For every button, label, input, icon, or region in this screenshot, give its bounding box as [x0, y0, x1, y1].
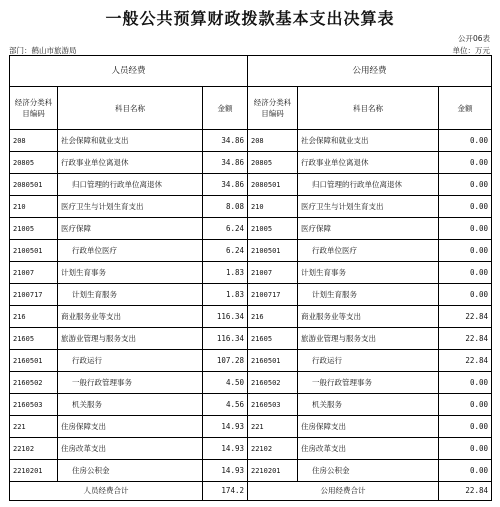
public-name-cell: 一般行政管理事务	[298, 372, 439, 394]
public-name-cell: 行政事业单位离退休	[298, 152, 439, 174]
personnel-amount-cell: 8.08	[203, 196, 248, 218]
public-amount-cell: 0.00	[439, 174, 492, 196]
unit-label: 单位：万元	[452, 46, 490, 55]
public-code-cell: 2160501	[248, 350, 298, 372]
personnel-amount-cell: 107.28	[203, 350, 248, 372]
personnel-name-cell: 计划生育服务	[58, 284, 203, 306]
public-amount-cell: 22.84	[439, 306, 492, 328]
public-name-cell: 计划生育事务	[298, 262, 439, 284]
public-name-cell: 行政单位医疗	[298, 240, 439, 262]
public-code-header: 经济分类科目编码	[248, 87, 298, 130]
public-amount-cell: 0.00	[439, 438, 492, 460]
personnel-code-cell: 216	[10, 306, 58, 328]
public-code-cell: 21605	[248, 328, 298, 350]
personnel-amount-cell: 116.34	[203, 328, 248, 350]
form-number: 公开06表	[457, 34, 490, 43]
public-code-cell: 21005	[248, 218, 298, 240]
public-amount-cell: 0.00	[439, 218, 492, 240]
personnel-amount-cell: 6.24	[203, 240, 248, 262]
public-name-header: 科目名称	[298, 87, 439, 130]
public-code-cell: 21007	[248, 262, 298, 284]
personnel-amount-cell: 14.93	[203, 438, 248, 460]
table-row	[10, 174, 492, 196]
public-total-amount: 22.84	[439, 482, 492, 501]
personnel-amount-cell: 116.34	[203, 306, 248, 328]
public-name-cell: 住房保障支出	[298, 416, 439, 438]
table-row	[10, 262, 492, 284]
table-row	[10, 218, 492, 240]
personnel-code-cell: 2210201	[10, 460, 58, 482]
public-name-cell: 住房改革支出	[298, 438, 439, 460]
personnel-name-cell: 医疗卫生与计划生育支出	[58, 196, 203, 218]
public-name-cell: 住房公积金	[298, 460, 439, 482]
public-code-cell: 2210201	[248, 460, 298, 482]
public-code-cell: 2160502	[248, 372, 298, 394]
public-code-cell: 2160503	[248, 394, 298, 416]
document-title: 一般公共预算财政拨款基本支出决算表	[105, 9, 395, 28]
personnel-total-amount: 174.2	[203, 482, 248, 501]
personnel-code-cell: 208	[10, 130, 58, 152]
personnel-name-cell: 归口管理的行政单位离退休	[58, 174, 203, 196]
table-row	[10, 152, 492, 174]
personnel-name-cell: 住房保障支出	[58, 416, 203, 438]
public-name-cell: 行政运行	[298, 350, 439, 372]
personnel-name-cell: 医疗保障	[58, 218, 203, 240]
public-amount-cell: 0.00	[439, 152, 492, 174]
public-amount-cell: 0.00	[439, 394, 492, 416]
personnel-name-cell: 商业服务业等支出	[58, 306, 203, 328]
public-code-cell: 210	[248, 196, 298, 218]
table-row	[10, 328, 492, 350]
personnel-name-cell: 行政事业单位离退休	[58, 152, 203, 174]
public-amount-cell: 0.00	[439, 416, 492, 438]
personnel-name-cell: 住房改革支出	[58, 438, 203, 460]
public-name-cell: 旅游业管理与服务支出	[298, 328, 439, 350]
column-header-row	[10, 87, 492, 130]
public-amount-cell: 0.00	[439, 460, 492, 482]
public-code-cell: 2100717	[248, 284, 298, 306]
public-code-cell: 221	[248, 416, 298, 438]
public-amount-cell: 22.84	[439, 350, 492, 372]
personnel-name-cell: 行政运行	[58, 350, 203, 372]
table-row	[10, 196, 492, 218]
personnel-code-cell: 2080501	[10, 174, 58, 196]
personnel-amount-cell: 6.24	[203, 218, 248, 240]
personnel-code-cell: 2160502	[10, 372, 58, 394]
expenditure-table	[9, 55, 492, 501]
public-amount-cell: 0.00	[439, 372, 492, 394]
table-row	[10, 284, 492, 306]
public-name-cell: 机关服务	[298, 394, 439, 416]
personnel-amount-cell: 4.50	[203, 372, 248, 394]
table-row	[10, 372, 492, 394]
public-code-cell: 22102	[248, 438, 298, 460]
personnel-code-cell: 2160503	[10, 394, 58, 416]
public-amount-cell: 0.00	[439, 240, 492, 262]
table-row	[10, 394, 492, 416]
public-amount-cell: 0.00	[439, 130, 492, 152]
table-row	[10, 350, 492, 372]
personnel-name-cell: 社会保障和就业支出	[58, 130, 203, 152]
personnel-code-cell: 21605	[10, 328, 58, 350]
public-amount-cell: 22.84	[439, 328, 492, 350]
personnel-amount-cell: 1.83	[203, 284, 248, 306]
public-name-cell: 归口管理的行政单位离退休	[298, 174, 439, 196]
personnel-section-title: 人员经费	[10, 56, 248, 87]
personnel-name-header: 科目名称	[58, 87, 203, 130]
personnel-name-cell: 行政单位医疗	[58, 240, 203, 262]
personnel-amount-cell: 1.83	[203, 262, 248, 284]
table-row	[10, 416, 492, 438]
public-code-cell: 216	[248, 306, 298, 328]
personnel-amount-header: 金额	[203, 87, 248, 130]
public-code-cell: 2080501	[248, 174, 298, 196]
personnel-code-cell: 21007	[10, 262, 58, 284]
personnel-code-cell: 2100501	[10, 240, 58, 262]
public-amount-header: 金额	[439, 87, 492, 130]
personnel-code-cell: 221	[10, 416, 58, 438]
table-row	[10, 460, 492, 482]
public-code-cell: 2100501	[248, 240, 298, 262]
personnel-amount-cell: 34.86	[203, 130, 248, 152]
personnel-amount-cell: 34.86	[203, 174, 248, 196]
public-name-cell: 医疗保障	[298, 218, 439, 240]
personnel-code-cell: 2160501	[10, 350, 58, 372]
personnel-name-cell: 一般行政管理事务	[58, 372, 203, 394]
public-amount-cell: 0.00	[439, 196, 492, 218]
personnel-amount-cell: 34.86	[203, 152, 248, 174]
personnel-amount-cell: 14.93	[203, 416, 248, 438]
department-label: 部门：鹤山市旅游局	[9, 46, 77, 55]
public-code-cell: 20805	[248, 152, 298, 174]
public-code-cell: 208	[248, 130, 298, 152]
personnel-name-cell: 住房公积金	[58, 460, 203, 482]
public-section-title: 公用经费	[248, 56, 492, 87]
personnel-code-cell: 210	[10, 196, 58, 218]
public-name-cell: 商业服务业等支出	[298, 306, 439, 328]
public-amount-cell: 0.00	[439, 284, 492, 306]
personnel-amount-cell: 4.56	[203, 394, 248, 416]
personnel-code-cell: 20805	[10, 152, 58, 174]
table-row	[10, 306, 492, 328]
personnel-name-cell: 计划生育事务	[58, 262, 203, 284]
personnel-name-cell: 机关服务	[58, 394, 203, 416]
public-amount-cell: 0.00	[439, 262, 492, 284]
personnel-code-cell: 2100717	[10, 284, 58, 306]
public-total-label: 公用经费合计	[248, 482, 439, 501]
personnel-code-cell: 22102	[10, 438, 58, 460]
personnel-total-label: 人员经费合计	[10, 482, 203, 501]
personnel-amount-cell: 14.93	[203, 460, 248, 482]
table-row	[10, 130, 492, 152]
public-name-cell: 社会保障和就业支出	[298, 130, 439, 152]
total-row	[10, 482, 492, 501]
personnel-code-header: 经济分类科目编码	[10, 87, 58, 130]
personnel-name-cell: 旅游业管理与服务支出	[58, 328, 203, 350]
table-row	[10, 438, 492, 460]
personnel-code-cell: 21005	[10, 218, 58, 240]
section-header-row	[10, 56, 492, 87]
table-body	[10, 56, 492, 501]
table-row	[10, 240, 492, 262]
public-name-cell: 医疗卫生与计划生育支出	[298, 196, 439, 218]
public-name-cell: 计划生育服务	[298, 284, 439, 306]
